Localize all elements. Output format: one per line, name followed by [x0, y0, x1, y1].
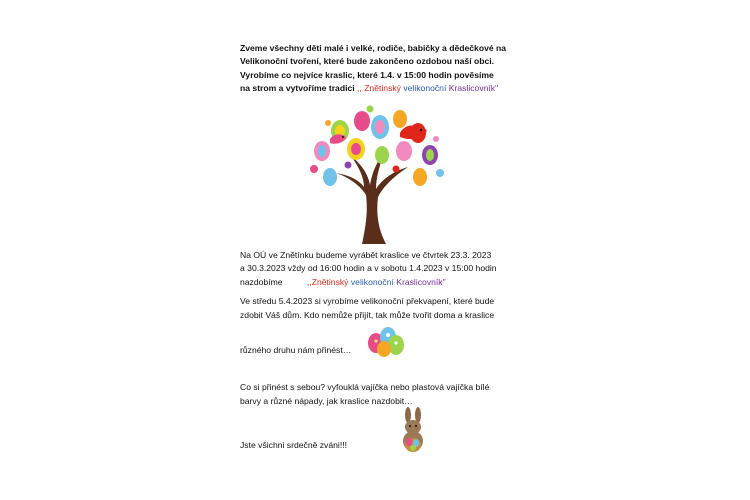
closing-line: Jste všichni srdečně zváni!!! [240, 440, 347, 450]
intro-line-3: Vyrobíme co nejvíce kraslic, které 1.4. v 15:00 hodin pověsíme [240, 70, 494, 80]
schedule-line-1: Na OÚ ve Znětínku budeme vyrábět kraslice ve čtvrtek 23.3. 2023 [240, 250, 492, 260]
surprise-line-2: zdobit Váš dům. Kdo nemůže přijít, tak může tvořit doma a kraslice [240, 310, 495, 320]
intro-line-4 [240, 82, 498, 95]
easter-bunny [398, 407, 428, 455]
intro-line-4-text: na strom a vytvoříme tradici [240, 83, 358, 93]
surprise-line-3: různého druhu nám přinést… [240, 345, 352, 355]
schedule-line-2: a 30.3.2023 vždy od 16:00 hodin a v sobotu 1.4.2023 v 15:00 hodin [240, 263, 497, 273]
bring-line-2: barvy a různé nápady, jak kraslice nazdobit… [240, 396, 413, 406]
schedule-name-a: Znětinský [311, 277, 349, 287]
schedule-line-3 [240, 276, 446, 289]
schedule-quote-close: " [442, 277, 446, 287]
intro-name-a: Znětinský [364, 83, 401, 93]
intro-line-2: Velikonoční tvoření, které bude zakončeno ozdobou naší obci. [240, 56, 495, 66]
intro-name-c: Kraslicovník [448, 83, 496, 93]
schedule-name-b: velikonoční [350, 277, 394, 287]
easter-tree-illustration [300, 103, 450, 245]
schedule-name-c: Kraslicovník [396, 277, 443, 287]
schedule-quote-open: ,, [306, 277, 312, 287]
easter-eggs-basket [366, 323, 406, 357]
intro-quote-open: ,, [357, 83, 362, 93]
intro-name-b: velikonoční [403, 83, 447, 93]
intro-line-1: Zveme všechny děti malé i velké, rodiče, babičky a dědečkové na [240, 43, 507, 53]
intro-quote-close: " [495, 83, 499, 93]
bring-line-1: Co si přinést s sebou? vyfouklá vajíčka nebo plastová vajíčka bílé [240, 382, 490, 392]
surprise-line-1: Ve středu 5.4.2023 si vyrobíme velikonoční překvapení, které bude [240, 296, 495, 306]
schedule-line-3-text: nazdobíme [240, 277, 283, 287]
